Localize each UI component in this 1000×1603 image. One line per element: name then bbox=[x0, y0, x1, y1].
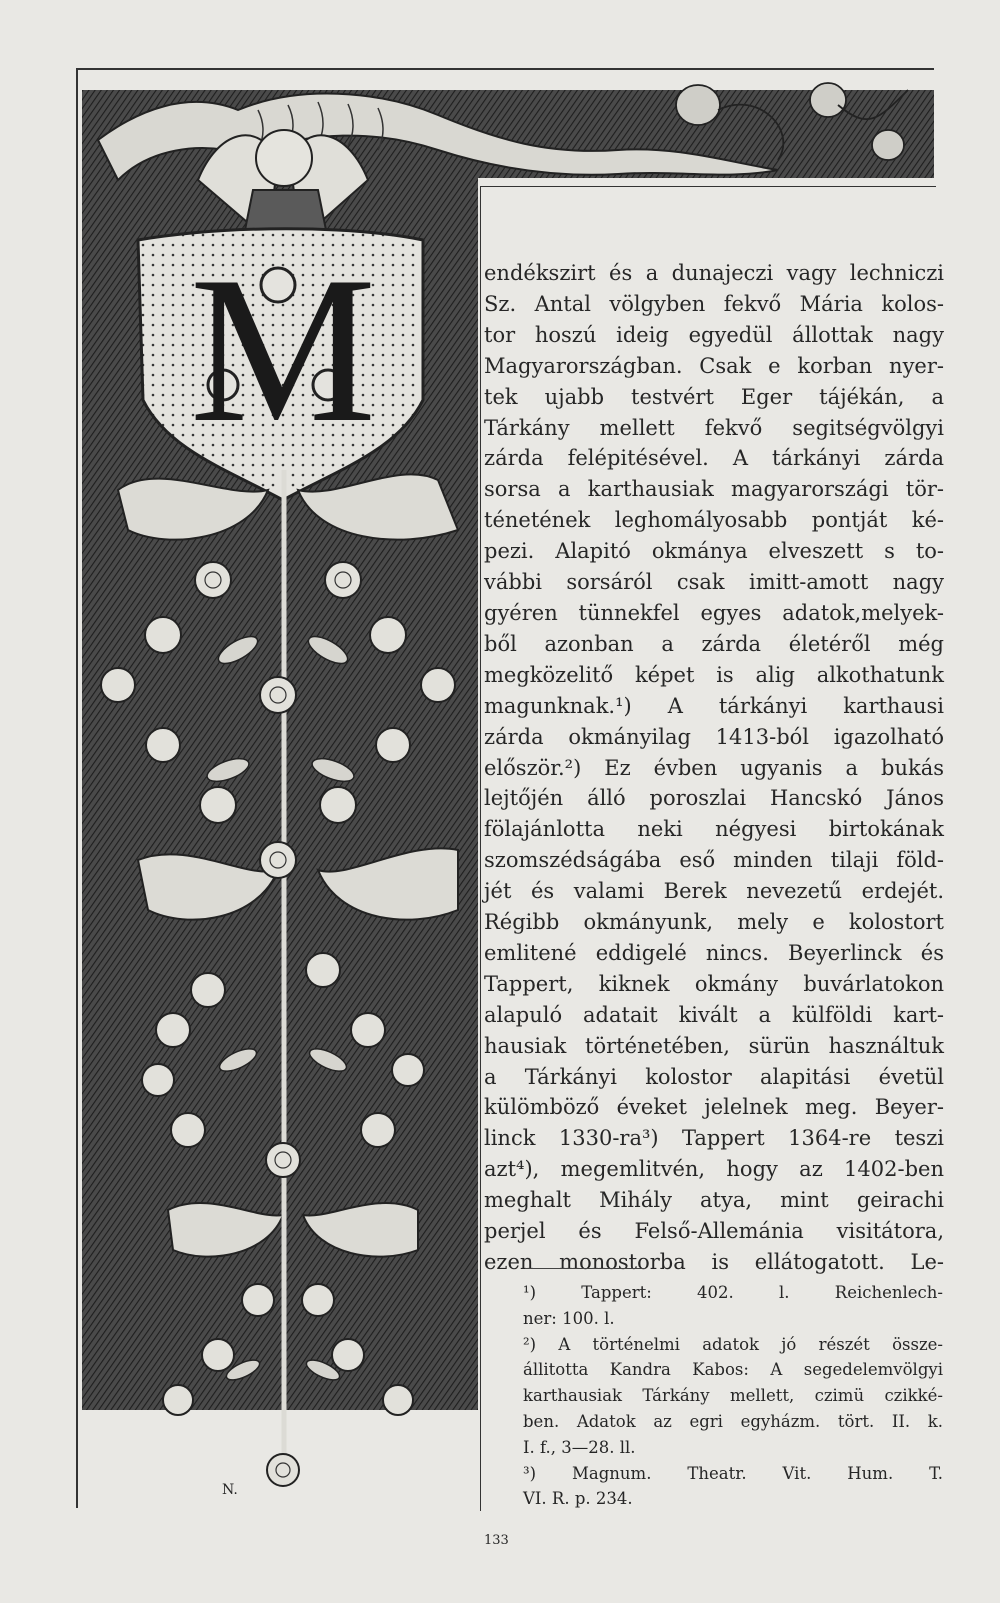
body-line: zárda felépitésével. A tárkányi zárda bbox=[484, 446, 944, 471]
body-line: Sz. Antal völgyben fekvő Mária kolos- bbox=[484, 291, 944, 316]
body-line: először.²) Ez évben ugyanis a bukás bbox=[484, 755, 944, 780]
footnote-line: VI. R. p. 234. bbox=[523, 1489, 633, 1509]
footnote-line: ner: 100. l. bbox=[523, 1308, 615, 1328]
body-line: ténetének leghomályosabb pontját ké- bbox=[484, 508, 944, 533]
page-number: 133 bbox=[484, 1533, 509, 1548]
body-line: Tárkány mellett fekvő segitségvölgyi bbox=[484, 415, 944, 440]
body-line: gyéren tünnekfel egyes adatok,melyek- bbox=[484, 600, 944, 625]
body-line: Régibb okmányunk, mely e kolostort bbox=[484, 910, 944, 935]
footnote-separator bbox=[525, 1268, 645, 1269]
drop-cap-letter: M bbox=[189, 234, 377, 466]
body-line: emlitené eddigelé nincs. Beyerlinck és bbox=[484, 940, 944, 965]
body-line: zárda okmányilag 1413-ból igazolható bbox=[484, 724, 944, 749]
body-line: Magyarországban. Csak e korban nyer- bbox=[484, 353, 944, 378]
footnote-line: ³) Magnum. Theatr. Vit. Hum. T. bbox=[523, 1463, 943, 1483]
body-line: pezi. Alapitó okmánya elveszett s to- bbox=[484, 539, 944, 564]
body-line: hausiak történetében, sürün használtuk bbox=[484, 1033, 944, 1058]
body-line: vábbi sorsáról csak imitt-amott nagy bbox=[484, 570, 944, 595]
body-line: ből azonban a zárda életéről még bbox=[484, 631, 944, 656]
body-line: fölajánlotta neki négyesi birtokának bbox=[484, 817, 944, 842]
body-line: szomszédságába eső minden tilaji föld- bbox=[484, 848, 944, 873]
footnote-line: karthausiak Tárkány mellett, czimü czikké- bbox=[523, 1386, 943, 1406]
body-line: perjel és Felső-Allemánia visitátora, bbox=[484, 1219, 944, 1244]
body-line: ezen monostorba is ellátogatott. Le- bbox=[484, 1250, 944, 1274]
body-line: azt⁴), megemlitvén, hogy az 1402-ben bbox=[484, 1157, 944, 1182]
footnote-line: ben. Adatok az egri egyházm. tört. II. k. bbox=[523, 1411, 943, 1431]
body-line: magunknak.¹) A tárkányi karthausi bbox=[484, 693, 944, 718]
body-line: meghalt Mihály atya, mint geirachi bbox=[484, 1188, 944, 1213]
body-line: jét és valami Berek nevezetű erdejét. bbox=[484, 879, 944, 904]
body-line: alapuló adatait kivált a külföldi kart- bbox=[484, 1002, 944, 1027]
body-line: sorsa a karthausiak magyarországi tör- bbox=[484, 477, 944, 502]
body-line: a Tárkányi kolostor alapitási évetül bbox=[484, 1064, 944, 1089]
artist-signature: N. bbox=[222, 1482, 238, 1498]
body-line: tek ujabb testvért Eger tájékán, a bbox=[484, 384, 944, 409]
body-line: linck 1330-ra³) Tappert 1364-re teszi bbox=[484, 1126, 944, 1151]
body-line: endékszirt és a dunajeczi vagy lechniczi bbox=[484, 261, 944, 285]
footnote-line: I. f., 3—28. ll. bbox=[523, 1437, 636, 1457]
footnote-line: ¹) Tappert: 402. l. Reichenlech- bbox=[523, 1283, 943, 1302]
body-line: lejtőjén álló poroszlai Hancskó János bbox=[484, 786, 944, 811]
body-text bbox=[484, 258, 944, 1278]
body-line: Tappert, kiknek okmány buvárlatokon bbox=[484, 971, 944, 996]
body-line: külömböző éveket jelelnek meg. Beyer- bbox=[484, 1095, 944, 1120]
footnote-line: állitotta Kandra Kabos: A segedelemvölgyi bbox=[523, 1360, 943, 1380]
body-line: tor hoszú ideig egyedül állottak nagy bbox=[484, 322, 944, 347]
footnotes bbox=[523, 1280, 943, 1512]
footnote-line: ²) A történelmi adatok jó részét össze- bbox=[523, 1334, 943, 1354]
body-line: megközelitő képet is alig alkothatunk bbox=[484, 662, 944, 687]
